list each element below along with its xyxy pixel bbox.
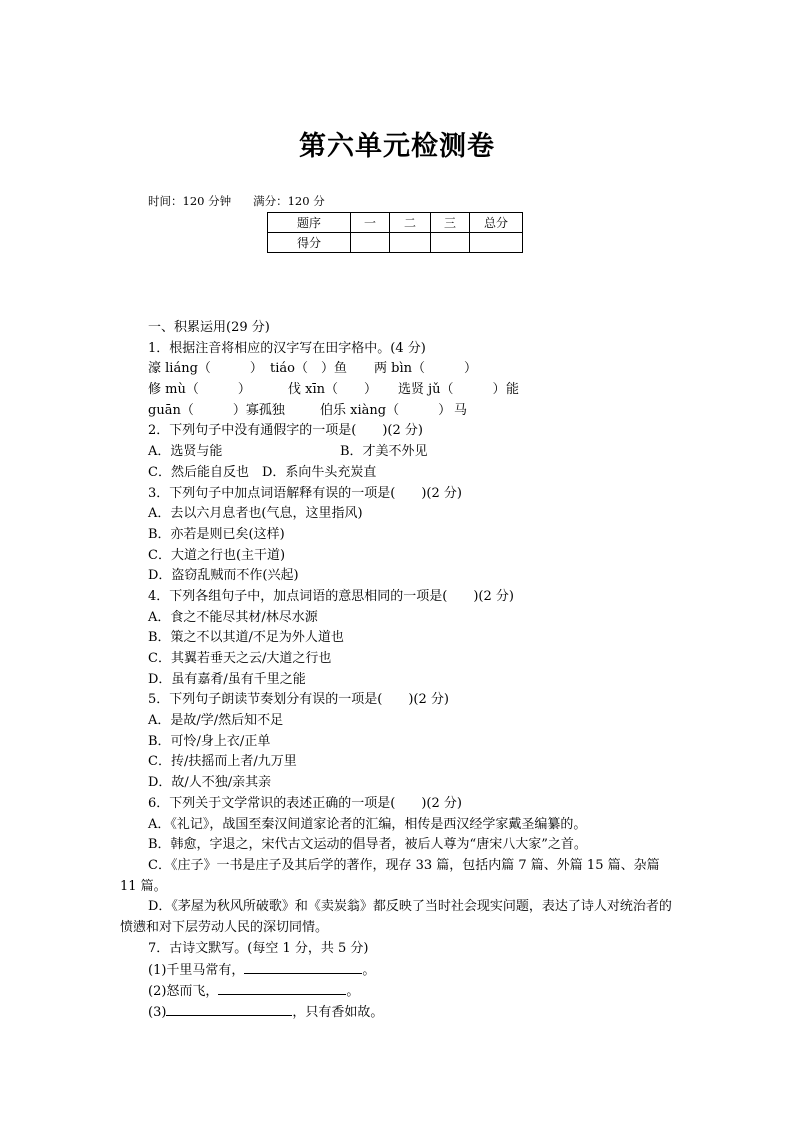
fill-in-line: [148, 1001, 678, 1022]
question-option: C．大道之行也(主干道): [148, 547, 286, 563]
pinyin-item: 修 mù（ ）: [148, 382, 251, 398]
score-table-header-cell: 一: [351, 213, 390, 233]
score-cell[interactable]: [470, 233, 523, 253]
pinyin-item: 马: [454, 402, 468, 418]
fill-in-prefix: (1)千里马常有，: [148, 963, 245, 979]
question-7-stem: 7．古诗文默写。(每空 1 分，共 5 分): [148, 940, 369, 956]
pinyin-item: tiáo（ ）鱼: [270, 361, 347, 377]
pinyin-item: 能: [506, 382, 520, 398]
question-option: C．《庄子》一书是庄子及其后学的著作，现存 33 篇，包括内篇 7 篇、外篇 15 篇、杂篇 11 篇。: [120, 857, 660, 894]
fill-in-suffix: 。: [362, 963, 376, 979]
question-5-stem: 5．下列句子朗读节奏划分有误的一项是( )(2 分): [148, 692, 449, 708]
question-6-stem: 6．下列关于文学常识的表述正确的一项是( )(2 分): [148, 795, 462, 811]
time-limit: 时间：120 分钟: [148, 194, 232, 208]
section-heading: 一、积累运用(29 分): [148, 320, 270, 335]
question-option: A．食之不能尽其材/林尽水源: [148, 609, 318, 625]
fill-in-prefix: (3): [148, 1004, 167, 1020]
score-table-header-cell: 二: [390, 213, 431, 233]
question-3-stem: 3．下列句子中加点词语解释有误的一项是( )(2 分): [148, 485, 462, 501]
answer-blank[interactable]: [166, 1001, 292, 1016]
exam-meta: [148, 193, 347, 209]
pinyin-item: 两 bìn（ ）: [374, 361, 477, 377]
fill-in-line: [148, 959, 678, 980]
score-row-label: 得分: [268, 233, 351, 253]
question-option: D．故/人不独/亲其亲: [148, 775, 272, 791]
option-a: A．选贤与能: [148, 444, 223, 460]
question-1-row: [148, 380, 678, 401]
fill-in-prefix: (2)怒而飞，: [148, 984, 219, 1000]
question-option: A．是故/学/然后知不足: [148, 713, 284, 729]
pinyin-item: 选贤 jǔ（ ）: [398, 382, 506, 398]
page-title: 第六单元检测卷: [299, 131, 495, 162]
fill-in-suffix: ，只有香如故。: [292, 1004, 384, 1020]
question-option: B．韩愈，字退之，宋代古文运动的倡导者，被后人尊为“唐宋八大家”之首。: [148, 837, 587, 853]
question-option: D．《茅屋为秋风所破歌》和《卖炭翁》都反映了当时社会现实问题，表达了诗人对统治者的愤懑和对下层劳动人民的深切同情。: [120, 899, 672, 935]
score-cell[interactable]: [351, 233, 390, 253]
option-b: B．才美不外见: [340, 444, 428, 460]
question-option: B．可怜/身上衣/正单: [148, 733, 271, 749]
score-table: [267, 212, 523, 253]
question-option: B．策之不以其道/不足为外人道也: [148, 630, 344, 646]
score-table-score-row: [268, 233, 523, 253]
pinyin-item: 濠 liáng（ ）: [148, 361, 263, 377]
fill-in-line: [148, 980, 678, 1001]
pinyin-item: 伯乐 xiàng（ ）: [320, 402, 452, 418]
question-option: B．亦若是则已矣(这样): [148, 526, 285, 542]
question-1-row: [148, 401, 678, 422]
question-4-stem: 4．下列各组句子中，加点词语的意思相同的一项是( )(2 分): [148, 588, 514, 604]
pinyin-item: 伐 xīn（ ）: [288, 382, 377, 398]
question-2-option-row: [148, 442, 678, 463]
score-table-header-cell: 题序: [268, 213, 351, 233]
score-cell[interactable]: [390, 233, 431, 253]
score-table-header-row: [268, 213, 523, 233]
question-2-stem: 2．下列句子中没有通假字的一项是( )(2 分): [148, 423, 423, 439]
question-option: D．盗窃乱贼而不作(兴起): [148, 568, 299, 584]
answer-blank[interactable]: [244, 959, 362, 974]
score-table-header-cell: 三: [431, 213, 470, 233]
question-option: C．其翼若垂天之云/大道之行也: [148, 651, 332, 666]
question-option: A．去以六月息者也(气息，这里指风): [148, 506, 363, 522]
exam-body: [120, 318, 678, 1021]
score-table-header-cell: 总分: [470, 213, 523, 233]
answer-blank[interactable]: [218, 980, 346, 995]
pinyin-item: guān（ ）寡孤独: [148, 402, 285, 418]
full-score: 满分：120 分: [253, 194, 325, 208]
question-option: A．《礼记》，战国至秦汉间道家论者的汇编，相传是西汉经学家戴圣编纂的。: [148, 816, 587, 832]
question-1-stem: 1．根据注音将相应的汉字写在田字格中。(4 分): [148, 340, 426, 356]
score-cell[interactable]: [431, 233, 470, 253]
question-2-option-row: C．然后能自反也 D．系向牛头充炭直: [148, 464, 377, 480]
question-1-row: [148, 359, 678, 380]
question-option: D．虽有嘉肴/虽有千里之能: [148, 671, 306, 687]
question-option: C．抟/扶摇而上者/九万里: [148, 754, 297, 770]
fill-in-suffix: 。: [346, 984, 360, 1000]
